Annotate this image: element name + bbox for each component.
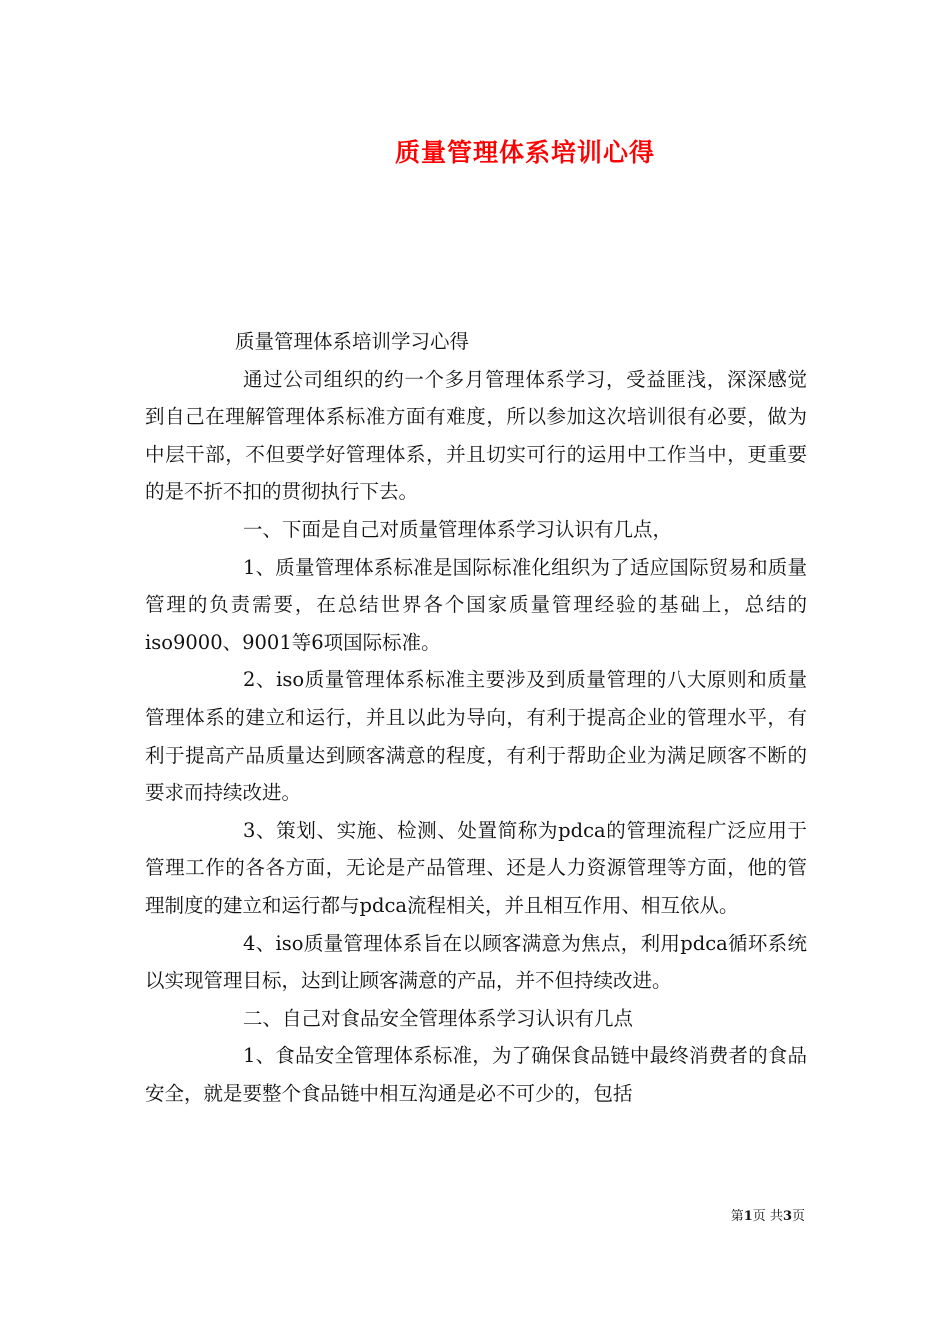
- page-footer: [731, 1205, 805, 1224]
- paragraph: 1、质量管理体系标准是国际标准化组织为了适应国际贸易和质量管理的负责需要，在总结世界各个国家质量管理经验的基础上，总结的iso9000、9001等6项国际标准。: [145, 555, 807, 654]
- paragraph: 2、iso质量管理体系标准主要涉及到质量管理的八大原则和质量管理体系的建立和运行，并且以此为导向，有利于提高企业的管理水平，有利于提高产品质量达到顾客满意的程度，有利于帮助企业为满足顾客不断的要求而持续改进。: [145, 668, 807, 805]
- subtitle: 质量管理体系培训学习心得: [235, 330, 470, 353]
- section-heading: 二、自己对食品安全管理体系学习认识有几点: [243, 1006, 634, 1030]
- section-heading: 一、下面是自己对质量管理体系学习认识有几点，: [243, 517, 673, 541]
- paragraph: 通过公司组织的约一个多月管理体系学习，受益匪浅，深深感觉到自己在理解管理体系标准方面有难度，所以参加这次培训很有必要，做为中层干部，不但要学好管理体系，并且切实可行的运用中工作当中，更重要的是不折不扣的贯彻执行下去。: [145, 367, 807, 504]
- document-title: 质量管理体系培训心得: [394, 138, 655, 167]
- paragraph: 1、食品安全管理体系标准，为了确保食品链中最终消费者的食品安全，就是要整个食品链中相互沟通是必不可少的，包括: [145, 1044, 807, 1105]
- paragraph: 3、策划、实施、检测、处置简称为pdca的管理流程广泛应用于管理工作的各各方面，无论是产品管理、还是人力资源管理等方面，他的管理制度的建立和运行都与pdca流程相关，并且相互作用、相互依从。: [145, 818, 807, 917]
- footer-page-number: 1: [743, 1209, 753, 1224]
- paragraph: 4、iso质量管理体系旨在以顾客满意为焦点，利用pdca循环系统以实现管理目标，达到让顾客满意的产品，并不但持续改进。: [145, 931, 807, 993]
- document-body: [145, 323, 807, 1112]
- footer-suffix: 页: [791, 1209, 805, 1224]
- footer-total-pages: 3: [782, 1209, 792, 1224]
- footer-prefix: 第: [730, 1209, 744, 1224]
- footer-middle: 页 共: [752, 1209, 783, 1224]
